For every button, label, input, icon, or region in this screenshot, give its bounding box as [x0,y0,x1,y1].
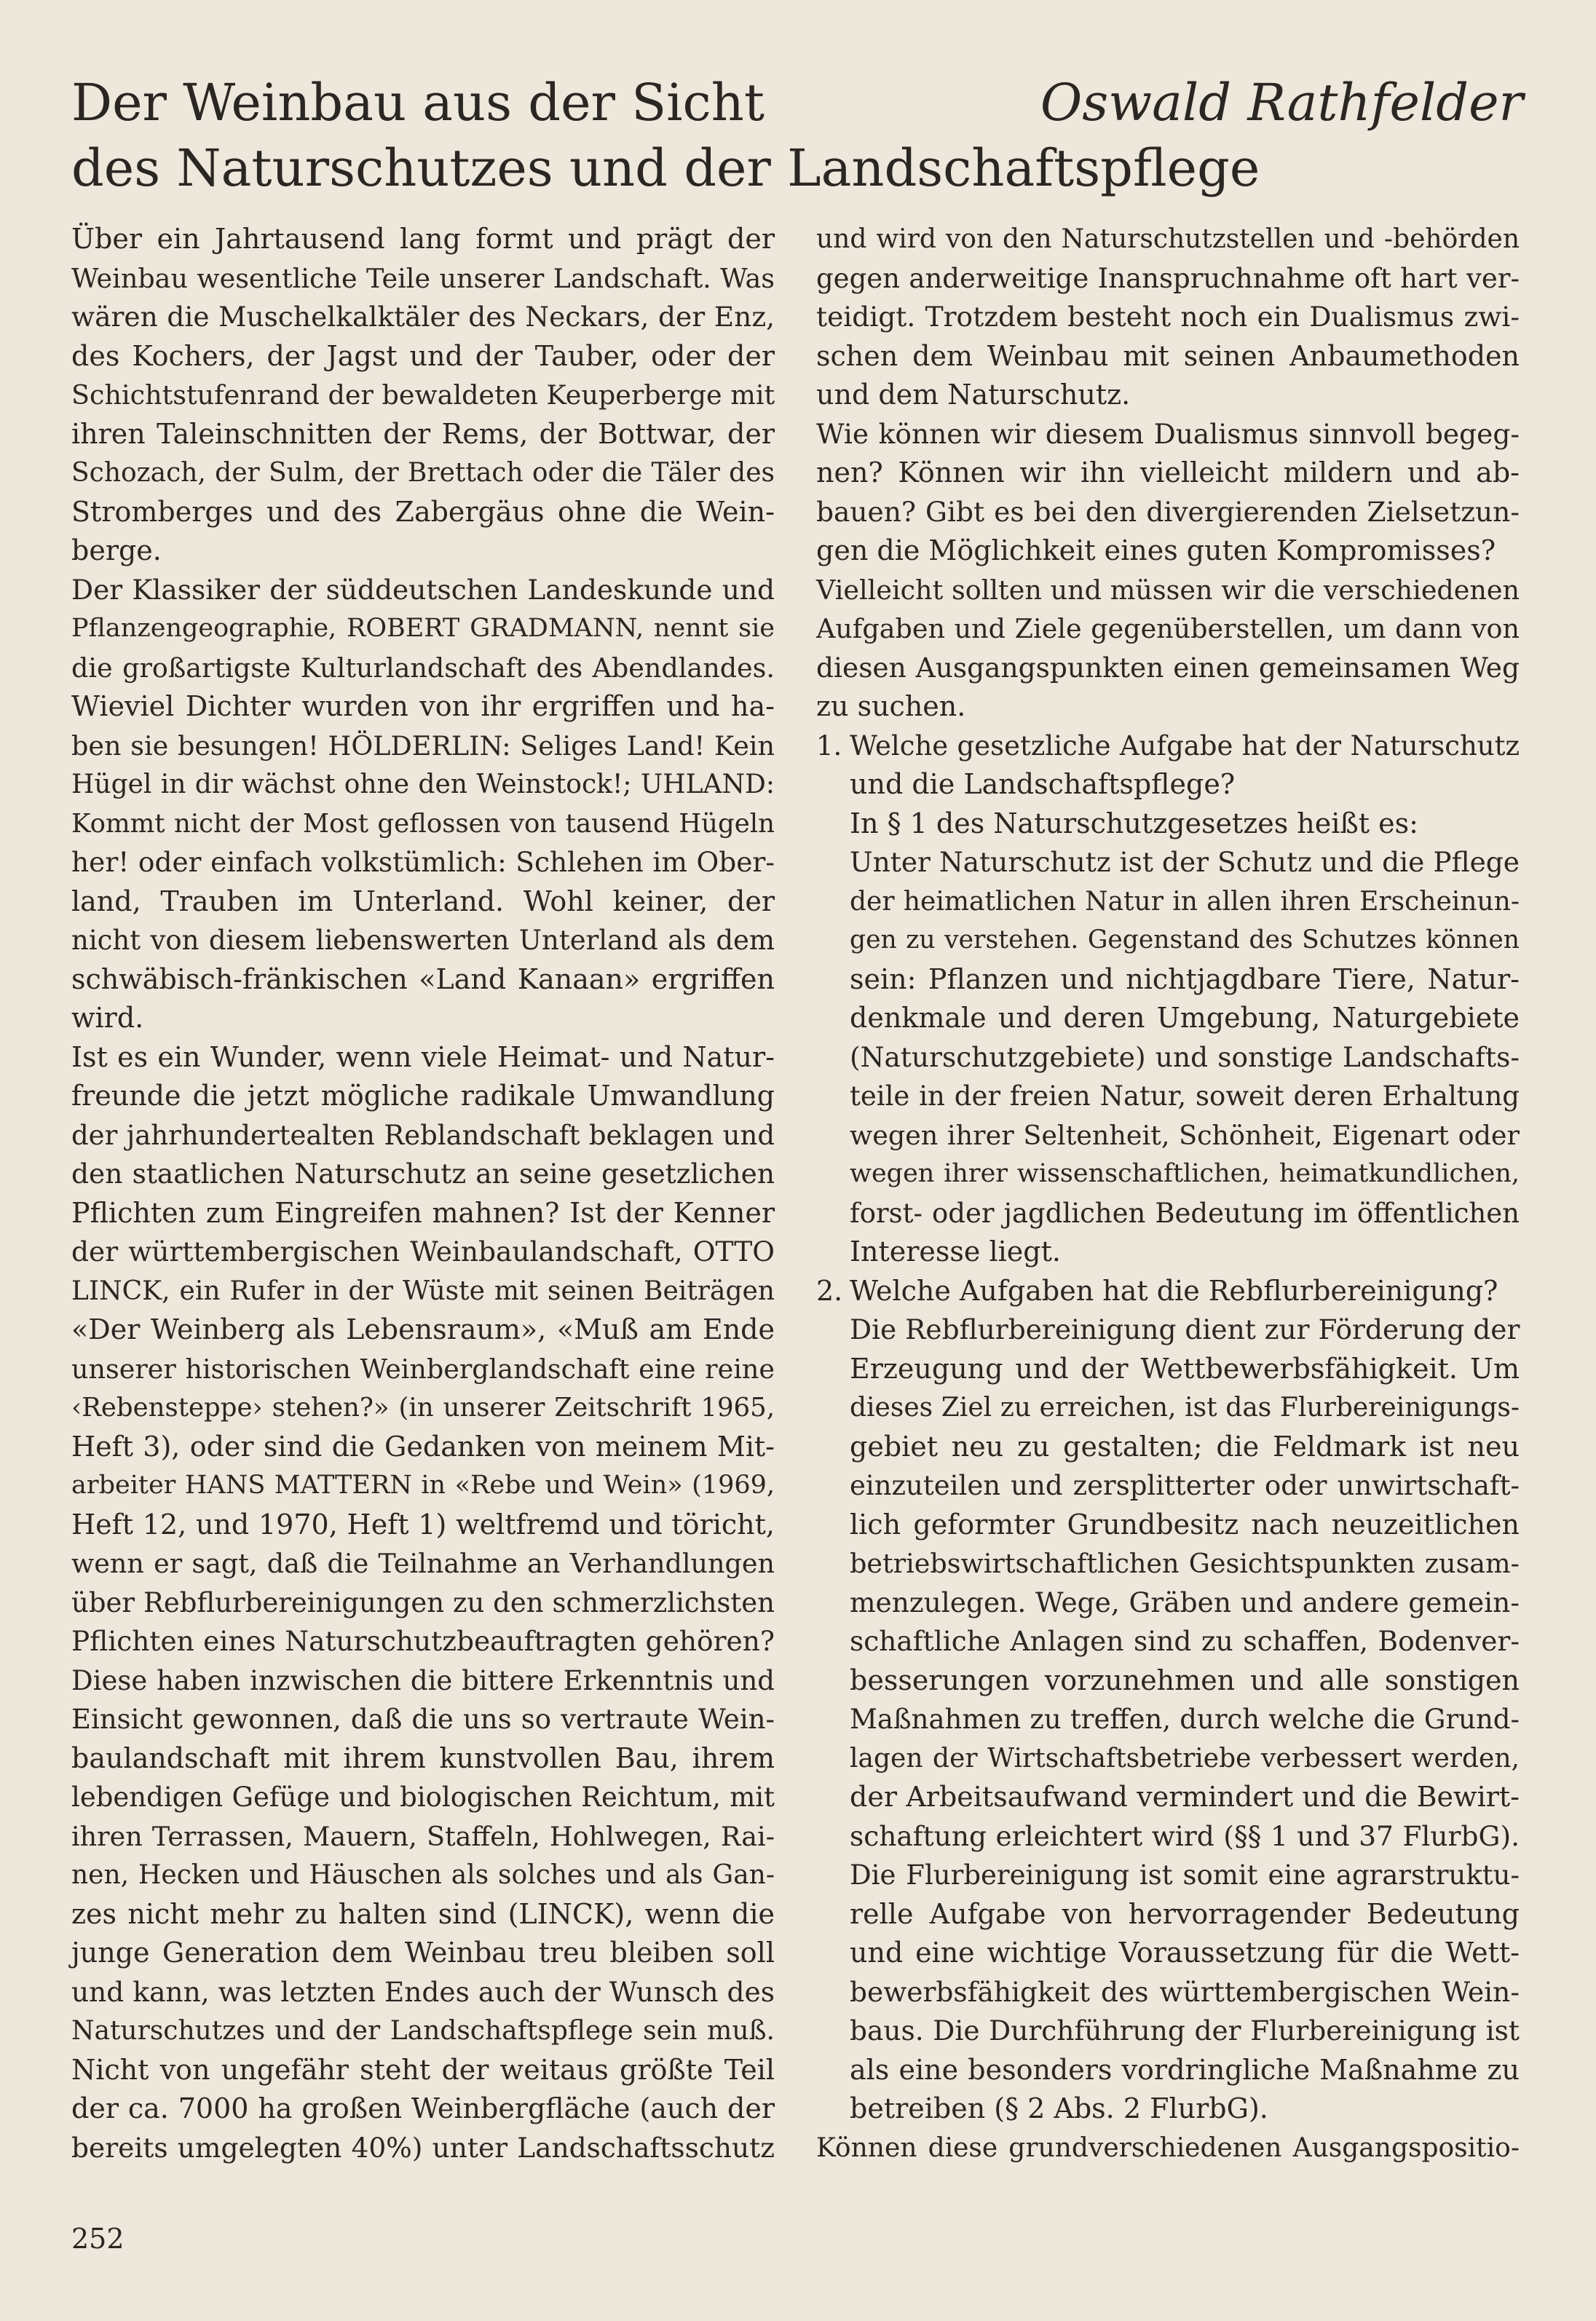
text-line [71,259,775,298]
text-line-content: den staatlichen Naturschutz an seine gesetzlichen [71,1158,775,1190]
text-line-content: Unter Naturschutz ist der Schutz und die Pflege [850,846,1520,878]
text-line-content: Interesse liegt. [850,1235,1061,1268]
text-line [71,571,775,610]
text-line-content: ben sie besungen! HÖLDERLIN: Seliges Land! Kein [71,729,775,762]
text-line-content: ihren Taleinschnitten der Rems, der Bottwar, der [71,417,775,450]
text-line-content: Einsicht gewonnen, daß die uns so vertraute Wein- [71,1704,775,1735]
text-line-content: Ist es ein Wunder, wenn viele Heimat- und Natur- [71,1040,775,1073]
text-line [71,804,775,844]
text-line [71,727,775,766]
text-line [71,960,775,1000]
text-line [71,1233,775,1272]
text-line-content: Die Rebflurbereinigung dient zur Förderung der [850,1313,1520,1345]
text-line [71,921,775,960]
text-line [71,1350,775,1389]
text-line [816,415,1520,454]
text-line [71,1934,775,1973]
text-line [71,1973,775,2012]
text-line-content: Pflichten eines Naturschutzbeauftragten gehören? [71,1625,775,1657]
text-line [71,376,775,415]
left-text-column [71,220,775,2167]
text-line-content: schwäbisch-fränkischen «Land Kanaan» ergriffen [71,962,775,995]
text-line [816,1350,1520,1389]
text-line-content: Maßnahmen zu treffen, durch welche die Grund- [850,1704,1520,1735]
text-line [816,220,1520,259]
text-line-content: zu suchen. [816,690,966,722]
text-line [816,687,1520,727]
text-line [71,1622,775,1661]
text-line-content: nen, Hecken und Häuschen als solches und als Gan- [71,1860,775,1890]
text-line-content: Erzeugung und der Wettbewerbsfähigkeit. Um [850,1352,1520,1385]
text-line [816,1661,1520,1701]
text-line-content: gegen anderweitige Inanspruchnahme oft hart ver- [816,262,1520,294]
text-line-content: arbeiter HANS MATTERN in «Rebe und Wein» (1969, [71,1471,775,1500]
text-line [816,765,1520,804]
text-line-content: betriebswirtschaftlichen Gesichtspunkten zusam- [850,1548,1520,1579]
text-line [816,1778,1520,1817]
text-line [816,960,1520,1000]
text-line [816,259,1520,298]
text-line [71,843,775,882]
text-line [71,415,775,454]
text-line-content: der württembergischen Weinbaulandschaft, OTTO [71,1235,775,1268]
text-line [71,298,775,337]
text-line-content: lebendigen Gefüge und biologischen Reichtum, mit [71,1782,775,1813]
text-line [71,337,775,376]
text-line [816,1700,1520,1739]
text-line [816,649,1520,688]
text-line [71,1428,775,1467]
text-line [816,337,1520,376]
text-line [816,1934,1520,1973]
text-line-content: Stromberges und des Zabergäus ohne die Wein- [71,495,775,528]
text-line-content: Heft 3), oder sind die Gedanken von meinem Mit- [71,1430,775,1463]
text-line [71,1700,775,1739]
text-line [816,804,1520,844]
text-line-content: relle Aufgabe von hervorragender Bedeutung [850,1897,1520,1930]
text-line [71,1895,775,1934]
text-line [71,999,775,1038]
text-line [71,1388,775,1428]
text-line-content: dieses Ziel zu erreichen, ist das Flurbereinigungs- [850,1393,1520,1423]
text-line [71,1506,775,1545]
text-line [71,609,775,649]
text-line [71,1817,775,1857]
text-line-content: und wird von den Naturschutzstellen und -behörden [816,224,1520,254]
list-number: 1. [816,729,842,762]
text-line [71,1466,775,1506]
text-line [816,493,1520,532]
text-line-content: In § 1 des Naturschutzgesetzes heißt es: [850,807,1418,839]
text-line-content: bewerbsfähigkeit des württembergischen Wein- [850,1975,1520,2008]
text-line [816,1116,1520,1155]
text-line [816,1973,1520,2012]
text-line [71,2051,775,2090]
text-line [71,1077,775,1116]
text-line-content: lich geformter Grundbesitz nach neuzeitlichen [850,1508,1520,1541]
text-line [816,1388,1520,1428]
text-line-content: wenn er sagt, daß die Teilnahme an Verhandlungen [71,1548,775,1579]
text-line [816,1895,1520,1934]
text-line [71,882,775,922]
text-line-content: und dem Naturschutz. [816,379,1131,411]
text-line-content: nen? Können wir ihn vielleicht mildern und ab- [816,456,1520,489]
text-line-content: nicht von diesem liebenswerten Unterland als dem [71,925,775,956]
text-line [71,1739,775,1779]
text-line-content: baulandschaft mit ihrem kunstvollen Bau, ihrem [71,1741,775,1774]
text-line-content: unserer historischen Weinberglandschaft eine reine [71,1353,775,1385]
text-line-content: Schichtstufenrand der bewaldeten Keuperberge mit [71,379,775,411]
text-line-content: die großartigste Kulturlandschaft des Abendlandes. [71,652,775,684]
text-line-content: Können diese grundverschiedenen Ausgangspositio- [816,2132,1520,2163]
article-title-line-1: Der Weinbau aus der Sicht [71,73,765,133]
text-line-content: schen dem Weinbau mit seinen Anbaumethoden [816,339,1520,372]
text-line-content: land, Trauben im Unterland. Wohl keiner, der [71,885,775,917]
text-line [71,220,775,259]
text-line-content: sein: Pflanzen und nichtjagdbare Tiere, Natur- [850,962,1520,995]
text-line [71,1155,775,1194]
text-line-content: wird. [71,1002,144,1034]
text-line [71,649,775,688]
text-line [71,531,775,571]
text-line-content: ‹Rebensteppe› stehen?» (in unserer Zeitschrift 1965, [71,1393,775,1423]
text-line-content: Welche gesetzliche Aufgabe hat der Naturschutz [850,729,1520,762]
text-line [816,1038,1520,1078]
text-line [71,493,775,532]
text-line [816,1544,1520,1583]
text-line [71,1661,775,1701]
text-line [816,2089,1520,2129]
text-line [816,1506,1520,1545]
text-line-content: wegen ihrer wissenschaftlichen, heimatkundlichen, [850,1159,1520,1188]
text-line-content: als eine besonders vordringliche Maßnahme zu [850,2053,1520,2086]
text-line-content: Welche Aufgaben hat die Rebflurbereinigung? [850,1274,1498,1307]
text-line [816,1272,1520,1311]
text-line-content: menzulegen. Wege, Gräben und andere gemein- [850,1586,1520,1618]
text-line [816,1856,1520,1895]
text-line [71,1778,775,1817]
text-line-content: her! oder einfach volkstümlich: Schlehen im Ober- [71,846,775,878]
text-line [816,571,1520,610]
text-line [71,1583,775,1623]
text-line [71,765,775,804]
text-line [816,727,1520,766]
article-title-line-2: des Naturschutzes und der Landschaftspflege [71,138,1260,198]
text-line-content: diesen Ausgangspunkten einen gemeinsamen Weg [816,651,1520,684]
text-line-content: und eine wichtige Voraussetzung für die Wett- [850,1937,1520,1969]
text-line-content: junge Generation dem Weinbau treu bleiben soll [71,1937,775,1969]
text-line [816,882,1520,922]
author-name: Oswald Rathfelder [1040,73,1523,133]
text-line-content: Wieviel Dichter wurden von ihr ergriffen und ha- [71,690,775,722]
text-line [71,1194,775,1233]
text-line-content: des Kochers, der Jagst und der Tauber, oder der [71,339,775,372]
text-line-content: Weinbau wesentliche Teile unserer Landschaft. Was [71,262,775,294]
text-line-content: der ca. 7000 ha großen Weinbergfläche (auch der [71,2092,775,2124]
text-line [816,999,1520,1038]
text-line-content: besserungen vorzunehmen und alle sonstigen [850,1664,1520,1696]
text-line-content: Naturschutzes und der Landschaftspflege sein muß. [71,2016,775,2046]
text-line-content: gen zu verstehen. Gegenstand des Schutzes können [850,925,1520,954]
text-line-content: teile in der freien Natur, soweit deren Erhaltung [850,1080,1520,1112]
text-line-content: Nicht von ungefähr steht der weitaus größte Teil [71,2053,775,2086]
text-line-content: Kommt nicht der Most geflossen von tausend Hügeln [71,808,775,839]
text-line [71,2089,775,2129]
text-line [816,2012,1520,2051]
text-line-content: berge. [71,534,162,566]
text-line [71,1272,775,1311]
text-line-content: gebiet neu zu gestalten; die Feldmark ist neu [850,1430,1520,1463]
text-line-content: wegen ihrer Seltenheit, Schönheit, Eigenart oder [850,1119,1520,1151]
text-line [71,687,775,727]
text-line [816,531,1520,571]
text-line-content: zes nicht mehr zu halten sind (LINCK), wenn die [71,1897,775,1930]
list-number: 2. [816,1274,843,1307]
text-line [816,1466,1520,1506]
text-line-content: forst- oder jagdlichen Bedeutung im öffentlichen [850,1197,1520,1229]
text-line-content: der heimatlichen Natur in allen ihren Erscheinun- [850,886,1520,917]
text-line-content: Pflichten zum Eingreifen mahnen? Ist der Kenner [71,1196,775,1229]
text-line [816,609,1520,649]
text-line-content: Heft 12, und 1970, Heft 1) weltfremd und töricht, [71,1508,775,1541]
text-line-content: baus. Die Durchführung der Flurbereinigung ist [850,2014,1520,2047]
text-line [816,921,1520,960]
text-line-content: Wie können wir diesem Dualismus sinnvoll begeg- [816,417,1520,450]
text-line [816,1077,1520,1116]
text-line-content: lagen der Wirtschaftsbetriebe verbessert werden, [850,1743,1520,1774]
text-line-content: Vielleicht sollten und müssen wir die verschiedenen [816,574,1520,606]
text-line-content: Die Flurbereinigung ist somit eine agrarstruktu- [850,1859,1520,1891]
text-line-content: schaftliche Anlagen sind zu schaffen, Bodenver- [850,1625,1520,1657]
text-line-content: denkmale und deren Umgebung, Naturgebiete [850,1002,1520,1034]
text-line-content: Pflanzengeographie, ROBERT GRADMANN, nennt sie [71,614,775,643]
text-line-content: und die Landschaftspflege? [850,768,1236,800]
text-line [816,1583,1520,1623]
text-line [816,1233,1520,1272]
text-line [816,1194,1520,1233]
text-line [816,843,1520,882]
text-line-content: Der Klassiker der süddeutschen Landeskunde und [71,573,775,606]
text-line-content: bauen? Gibt es bei den divergierenden Zielsetzun- [816,495,1520,528]
text-line [71,1116,775,1155]
text-line [816,1739,1520,1779]
text-line [816,298,1520,337]
text-line [71,1310,775,1350]
text-line-content: über Rebflurbereinigungen zu den schmerzlichsten [71,1586,775,1618]
text-line [816,2051,1520,2090]
text-line-content: Diese haben inzwischen die bittere Erkenntnis und [71,1664,775,1696]
text-line [816,2129,1520,2168]
text-line-content: Schozach, der Sulm, der Brettach oder die Täler des [71,458,775,488]
text-line [816,1155,1520,1194]
text-line-content: freunde die jetzt mögliche radikale Umwandlung [71,1080,775,1112]
text-line [71,1038,775,1078]
text-line-content: betreiben (§ 2 Abs. 2 FlurbG). [850,2092,1268,2124]
text-line [71,2012,775,2051]
text-line-content: Über ein Jahrtausend lang formt und prägt der [71,223,775,255]
text-line-content: teidigt. Trotzdem besteht noch ein Dualismus zwi- [816,301,1520,333]
text-line-content: Aufgaben und Ziele gegenüberstellen, um dann von [816,613,1520,644]
text-line [816,1310,1520,1350]
text-line-content: einzuteilen und zersplitterter oder unwirtschaft- [850,1470,1520,1501]
text-line [816,1428,1520,1467]
text-line [816,1622,1520,1661]
text-line-content: der Arbeitsaufwand vermindert und die Bewirt- [850,1781,1520,1813]
text-line-content: schaftung erleichtert wird (§§ 1 und 37 FlurbG). [850,1819,1520,1852]
text-line-content: der jahrhundertealten Reblandschaft beklagen und [71,1119,775,1151]
text-line [71,1544,775,1583]
text-line [71,2129,775,2168]
page-number: 252 [71,2223,125,2255]
text-line-content: ihren Terrassen, Mauern, Staffeln, Hohlwegen, Rai- [71,1820,775,1852]
text-line-content: Hügel in dir wächst ohne den Weinstock!; UHLAND: [71,770,775,799]
text-line-content: «Der Weinberg als Lebensraum», «Muß am Ende [71,1313,775,1345]
text-line [816,454,1520,493]
text-line-content: LINCK, ein Rufer in der Wüste mit seinen Beiträgen [71,1276,775,1306]
text-line [71,1856,775,1895]
text-line-content: bereits umgelegten 40%) unter Landschaftsschutz [71,2131,775,2164]
text-line-content: wären die Muschelkalktäler des Neckars, der Enz, [71,301,775,333]
text-line-content: gen die Möglichkeit eines guten Kompromisses? [816,534,1496,566]
text-line [816,376,1520,415]
text-line [816,1817,1520,1857]
text-line [71,454,775,493]
text-line-content: und kann, was letzten Endes auch der Wunsch des [71,1975,775,2008]
text-line-content: (Naturschutzgebiete) und sonstige Landschafts- [850,1040,1520,1073]
right-text-column [816,220,1520,2167]
